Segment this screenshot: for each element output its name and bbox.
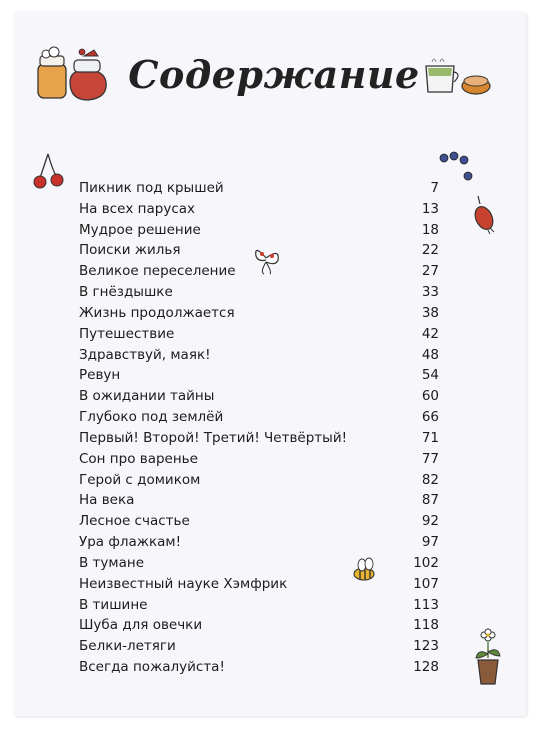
toc-entry-page: 128	[413, 659, 439, 676]
toc-entry-page: 97	[421, 534, 439, 551]
toc-entry-title: Здравствуй, маяк!	[79, 346, 211, 363]
toc-entry-page: 22	[421, 242, 439, 259]
toc-entry	[79, 178, 439, 199]
toc-entry-title: Пикник под крышей	[79, 180, 224, 196]
toc-entry-page: 7	[430, 180, 439, 196]
toc-entry	[79, 324, 439, 345]
toc-entry-page: 87	[421, 492, 439, 509]
toc-entry-title: Герой с домиком	[79, 471, 201, 488]
toc-entry-title: Ревун	[79, 367, 121, 384]
toc-entry-title: Сон про варенье	[79, 450, 198, 467]
toc-entry-title: Первый! Второй! Третий! Четвёртый!	[79, 429, 348, 446]
jam-jars-icon	[34, 44, 114, 104]
toc-entry-page: 92	[421, 513, 439, 530]
toc-entry-page: 48	[421, 346, 439, 363]
toc-entry-title: На всех парусах	[79, 200, 196, 217]
toc-entry	[79, 386, 439, 407]
toc-entry-title: Путешествие	[79, 325, 175, 342]
toc-entry-title: В тумане	[79, 554, 144, 571]
blueberries-icon	[436, 150, 476, 186]
toc-entry-page: 38	[421, 304, 439, 321]
toc-entry-title: В тишине	[79, 596, 148, 613]
toc-entry-page: 33	[421, 284, 439, 301]
toc-entry-page: 66	[421, 409, 439, 426]
toc-entry-title: В ожидании тайны	[79, 388, 215, 405]
toc-entry	[79, 428, 439, 449]
toc-entry	[79, 511, 439, 532]
toc-entry-page: 123	[413, 638, 439, 655]
toc-entry-page: 77	[421, 450, 439, 467]
toc-entry-title: Всегда пожалуйста!	[79, 659, 225, 676]
toc-entry-page: 54	[421, 367, 439, 384]
toc-entry	[79, 365, 439, 386]
toc-entry	[79, 490, 439, 511]
toc-entry	[79, 282, 439, 303]
toc-entry-page: 27	[421, 263, 439, 280]
toc-entry-page: 71	[421, 429, 439, 446]
toc-entry-title: На века	[79, 492, 135, 509]
cup-and-cake-icon	[420, 52, 492, 100]
toc-entry	[79, 595, 439, 616]
bee-icon	[348, 556, 382, 586]
potted-flower-icon	[470, 628, 506, 686]
toc-entry	[79, 220, 439, 241]
toc-entry	[79, 407, 439, 428]
butterfly-icon	[250, 240, 284, 278]
toc-entry	[79, 636, 439, 657]
toc-entry	[79, 532, 439, 553]
toc-entry-page: 118	[413, 617, 439, 634]
toc-entry	[79, 574, 439, 595]
toc-entry-title: Жизнь продолжается	[79, 304, 235, 321]
toc-entry-title: В гнёздышке	[79, 284, 173, 301]
rosehip-icon	[470, 194, 498, 236]
toc-entry-page: 13	[421, 200, 439, 217]
toc-entry-title: Глубоко под землёй	[79, 409, 224, 426]
toc-entry-page: 18	[421, 221, 439, 238]
cherries-icon	[30, 152, 70, 192]
toc-entry	[79, 449, 439, 470]
toc-entry-title: Неизвестный науке Хэмфрик	[79, 575, 288, 592]
toc-entry	[79, 199, 439, 220]
page-title: Содержание	[128, 52, 420, 97]
toc-entry-page: 113	[413, 596, 439, 613]
toc-entry-page: 102	[413, 554, 439, 571]
toc-entry-page: 42	[421, 325, 439, 342]
toc-entry	[79, 615, 439, 636]
toc-entry-page: 82	[421, 471, 439, 488]
toc-entry-title: Великое переселение	[79, 263, 236, 280]
toc-entry-page: 60	[421, 388, 439, 405]
toc-entry	[79, 345, 439, 366]
toc-entry	[79, 303, 439, 324]
toc-entry-page: 107	[413, 575, 439, 592]
toc-entry-title: Мудрое решение	[79, 221, 201, 238]
toc-entry	[79, 470, 439, 491]
toc-entry-title: Шуба для овечки	[79, 617, 203, 634]
toc-entry-title: Белки-летяги	[79, 638, 176, 655]
toc-entry	[79, 657, 439, 678]
toc-entry	[79, 553, 439, 574]
toc-entry-title: Лесное счастье	[79, 513, 190, 530]
toc-entry-title: Ура флажкам!	[79, 534, 181, 551]
toc-entry-title: Поиски жилья	[79, 242, 181, 259]
